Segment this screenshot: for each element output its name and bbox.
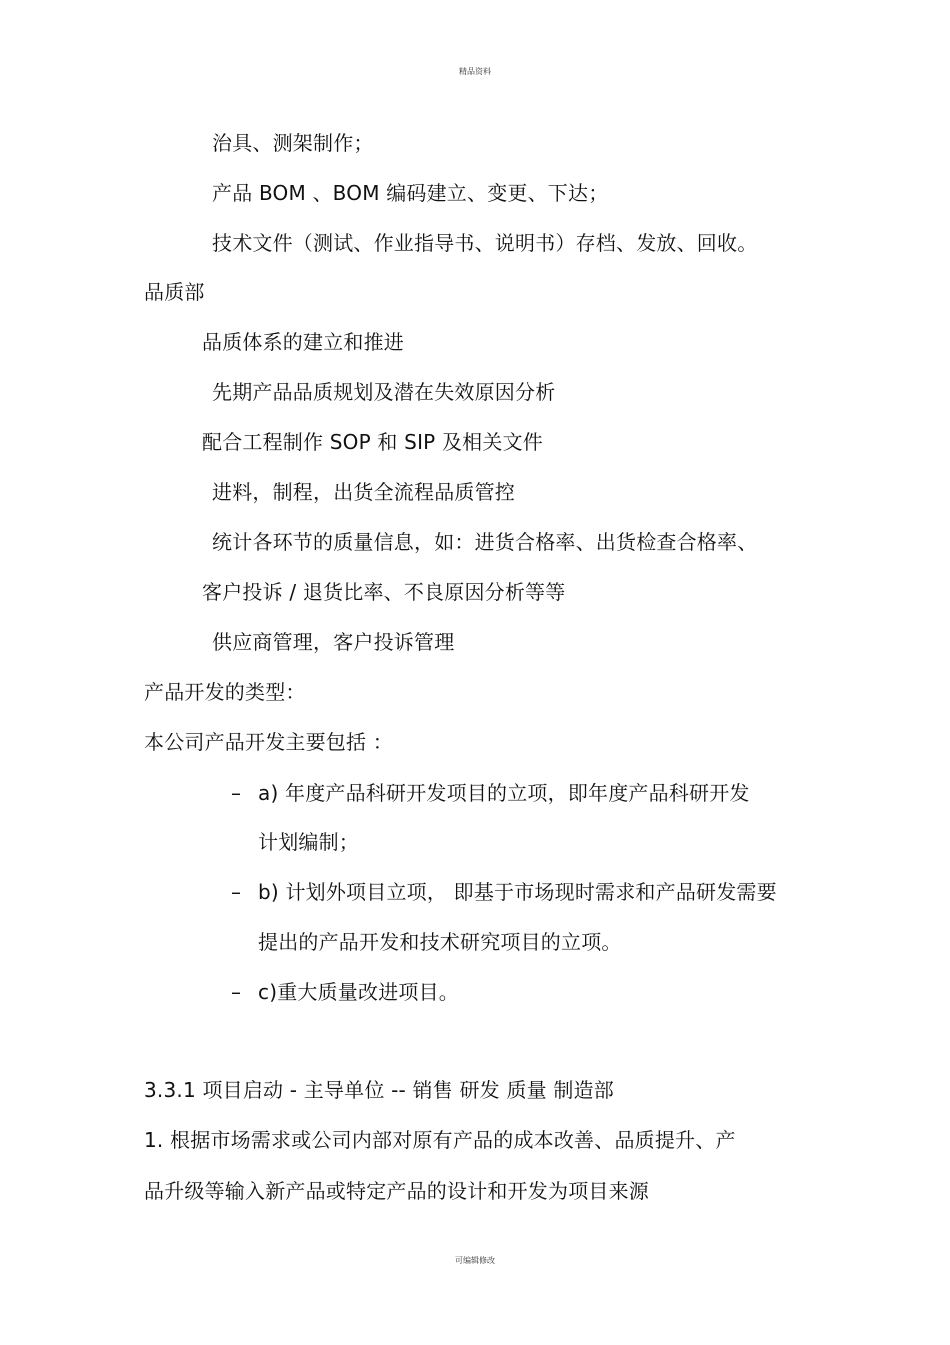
eng-item-fixtures: 治具、测架制作； (212, 131, 374, 155)
list-dash: – (231, 781, 241, 805)
dev-item-c: c)重大质量改进项目。 (258, 980, 459, 1004)
quality-item-sop-sip: 配合工程制作 SOP 和 SIP 及相关文件 (202, 430, 543, 454)
quality-item-supplier: 供应商管理，客户投诉管理 (212, 630, 455, 654)
page-header-note: 精品资料 (459, 67, 491, 76)
dev-types-heading: 产品开发的类型： (144, 680, 306, 704)
section-3-3-1-heading: 3.3.1 项目启动 - 主导单位 -- 销售 研发 质量 制造部 (144, 1078, 614, 1102)
list-dash: – (231, 880, 241, 904)
dev-item-a-line1: a) 年度产品科研开发项目的立项，即年度产品科研开发 (258, 781, 750, 805)
paragraph-1-line2: 品升级等输入新产品或特定产品的设计和开发为项目来源 (144, 1179, 649, 1203)
quality-item-statistics-cont: 客户投诉 / 退货比率、不良原因分析等等 (202, 580, 566, 604)
quality-item-process-control: 进料，制程，出货全流程品质管控 (212, 480, 515, 504)
quality-item-system: 品质体系的建立和推进 (202, 330, 404, 354)
dev-intro: 本公司产品开发主要包括 ： (144, 730, 393, 754)
dev-item-b-line2: 提出的产品开发和技术研究项目的立项。 (258, 930, 622, 954)
quality-dept-heading: 品质部 (144, 280, 205, 304)
eng-item-bom: 产品 BOM 、BOM 编码建立、变更、下达； (212, 181, 609, 205)
eng-item-tech-docs: 技术文件（测试、作业指导书、说明书）存档、发放、回收。 (212, 231, 758, 255)
dev-item-b-line1: b) 计划外项目立项， 即基于市场现时需求和产品研发需要 (258, 880, 777, 904)
list-dash: – (231, 980, 241, 1004)
page-footer-note: 可编辑修改 (455, 1256, 495, 1265)
quality-item-planning: 先期产品品质规划及潜在失效原因分析 (212, 380, 556, 404)
dev-item-a-line2: 计划编制； (258, 830, 359, 854)
quality-item-statistics: 统计各环节的质量信息，如：进货合格率、出货检查合格率、 (212, 530, 758, 554)
paragraph-1-line1: 1. 根据市场需求或公司内部对原有产品的成本改善、品质提升、产 (144, 1128, 736, 1152)
